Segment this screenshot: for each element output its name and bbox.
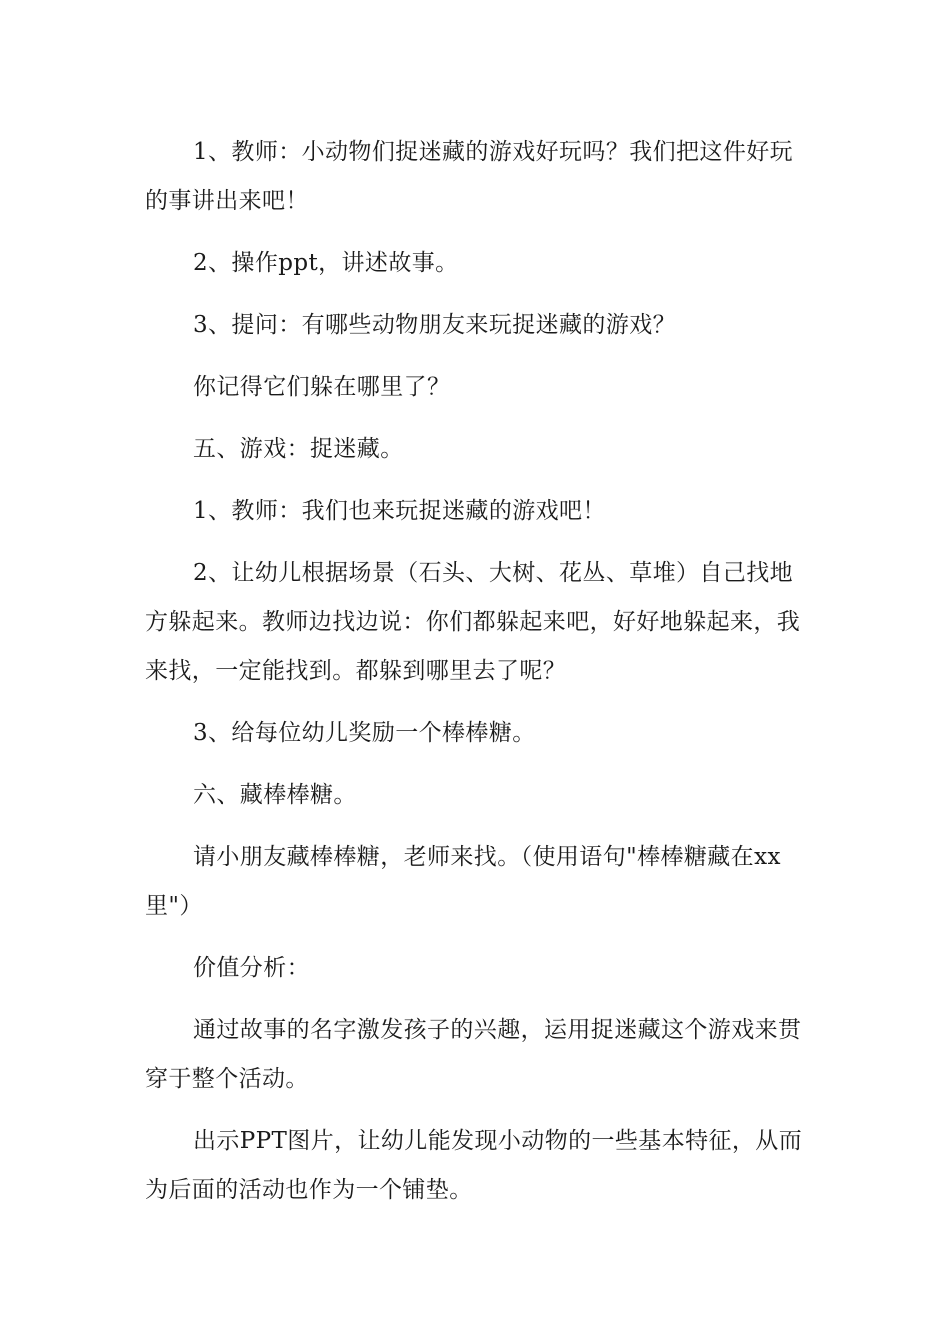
paragraph-1: 1、教师：小动物们捉迷藏的游戏好玩吗？我们把这件好玩的事讲出来吧！ (145, 139, 794, 214)
paragraph-4: 你记得它们躲在哪里了？ (193, 374, 451, 400)
paragraph-7: 2、让幼儿根据场景（石头、大树、花丛、草堆）自己找地方躲起来。教师边找边说：你们都躲起来吧，好好地躲起来，我来找，一定能找到。都躲到哪里去了呢？ (145, 560, 801, 684)
paragraph-6: 1、教师：我们也来玩捉迷藏的游戏吧！ (193, 498, 606, 524)
section-heading-game: 五、游戏：捉迷藏。 (193, 436, 404, 462)
section-heading-value-analysis: 价值分析： (193, 955, 310, 981)
paragraph-10: 请小朋友藏棒棒糖，老师来找。（使用语句"棒棒糖藏在xx里"） (145, 844, 781, 919)
paragraph-13: 出示PPT图片，让幼儿能发现小动物的一些基本特征，从而为后面的活动也作为一个铺垫。 (145, 1128, 803, 1203)
document-body (145, 128, 805, 1228)
section-heading-hide-candy: 六、藏棒棒糖。 (193, 782, 357, 808)
paragraph-12: 通过故事的名字激发孩子的兴趣，运用捉迷藏这个游戏来贯穿于整个活动。 (145, 1017, 802, 1092)
paragraph-2: 2、操作ppt，讲述故事。 (193, 250, 459, 276)
paragraph-8: 3、给每位幼儿奖励一个棒棒糖。 (193, 720, 536, 746)
paragraph-3: 3、提问：有哪些动物朋友来玩捉迷藏的游戏？ (193, 312, 677, 338)
